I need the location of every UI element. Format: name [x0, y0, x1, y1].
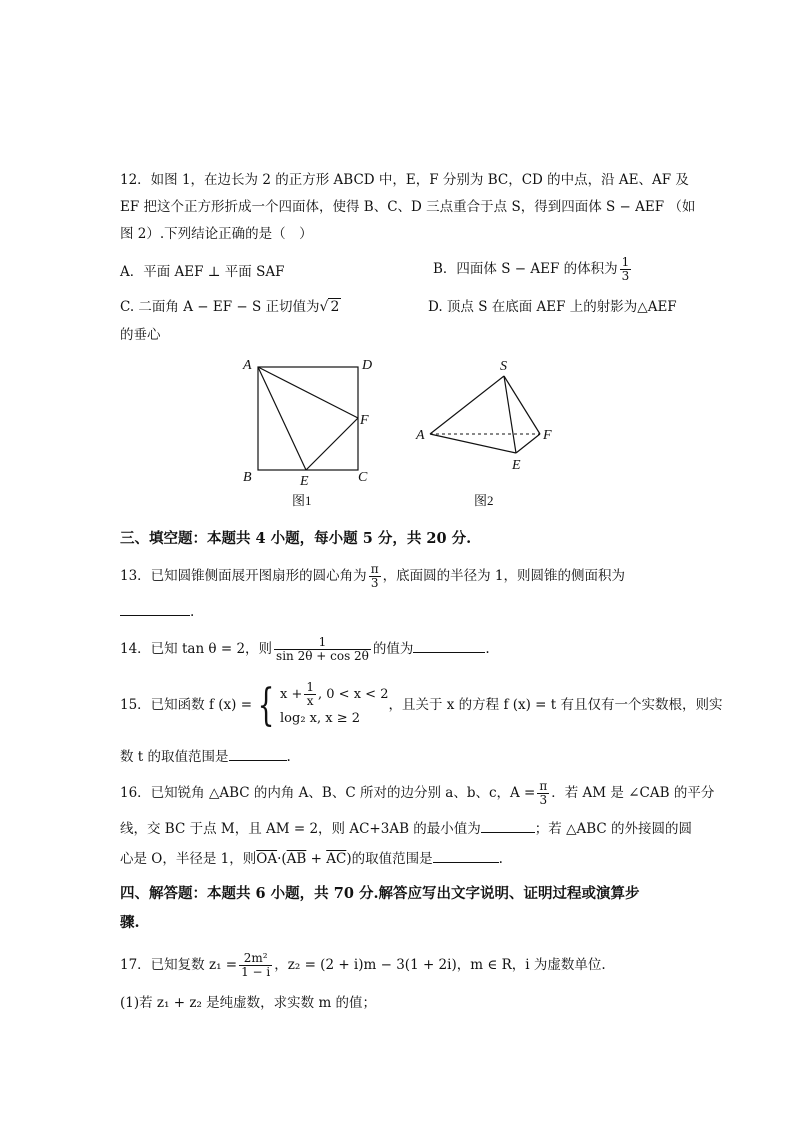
q13-line2: . [120, 601, 194, 622]
label-e2: E [512, 458, 521, 473]
label-e: E [300, 474, 309, 489]
q16-text-line2: 线，交 BC 于点 M，且 AM = 2，则 AC+3AB 的最小值为 [120, 821, 481, 837]
q17-part-1: (1)若 z₁ + z₂ 是纯虚数，求实数 m 的值； [120, 995, 377, 1011]
label-a2: A [416, 428, 425, 443]
label-c: C [358, 470, 368, 485]
q15-answer-blank[interactable] [229, 746, 287, 761]
q13-line1 [120, 563, 625, 590]
q12-option-b [433, 256, 633, 283]
q12-option-a: A．平面 AEF ⊥ 平面 SAF [120, 264, 285, 280]
q14-text: 14．已知 tan θ = 2，则 [120, 641, 273, 657]
edge-ae [430, 434, 516, 453]
q17-text: 17．已知复数 z₁ = [120, 957, 238, 973]
vector-ab: $\overline{AB}$ [286, 851, 307, 867]
q15-case-1: x + $\frac{1}{x}$ , 0 < x < 2 [280, 680, 389, 708]
edge-sf [504, 376, 540, 434]
q16-line3: 心是 O，半径是 1，则$\overline{OA}\cdot(\overline{AB} + \overline{AC})$的取值范围是 . [120, 848, 503, 869]
q17-line1 [120, 952, 606, 979]
q14-line: 14．已知 tan θ = 2，则 $\frac{1}{\sin 2\theta + \cos 2\theta}$ 的值为 . [120, 635, 490, 663]
square-abcd [258, 367, 358, 470]
q12-option-b-fraction: $\frac{1}{3}$ [621, 255, 630, 283]
q12-option-b-text: B．四面体 S − AEF 的体积为 [433, 261, 618, 277]
q15-text-post: ，且关于 x 的方程 f (x) = t 有且仅有一个实数根，则实 [388, 697, 723, 713]
q16-text-line3-post: 的取值范围是 [351, 851, 433, 867]
section-4-heading-line2: 骤. [120, 914, 140, 931]
label-d: D [362, 358, 373, 373]
q12-line1: 12．如图 1，在边长为 2 的正方形 ABCD 中，E，F 分别为 BC，CD 的中点，沿 AE、AF 及 [120, 172, 689, 188]
figure-2-tetrahedron [412, 352, 562, 512]
q15-text: 15．已知函数 f (x) = [120, 697, 253, 713]
q16-text: 16．已知锐角 △ABC 的内角 A、B、C 所对的边分别 a、b、c，A = [120, 785, 536, 801]
q15-line2: 数 t 的取值范围是 . [120, 746, 291, 767]
q16-answer-blank-2[interactable] [433, 848, 499, 863]
q17-fraction: $\frac{\text{2m²}}{1 - i}$ [241, 951, 271, 979]
q14-answer-blank[interactable] [413, 638, 485, 653]
q14-fraction: $\frac{1}{\sin 2\theta + \cos 2\theta}$ [276, 635, 369, 663]
q16-line2 [120, 818, 692, 839]
q17-text-post: ，z₂ = (2 + i)m − 3(1 + 2i)，m ∈ R，i 为虚数单位. [274, 957, 606, 973]
figure-1-square [240, 352, 380, 512]
figure-1-caption: 图1 [292, 493, 312, 508]
q15-line1 [120, 681, 723, 730]
q12-option-d-cont: 的垂心 [120, 327, 161, 343]
figure-2-caption: 图2 [474, 493, 494, 508]
q12-option-d: D. 顶点 S 在底面 AEF 上的射影为△AEF [428, 299, 677, 315]
label-s: S [500, 359, 507, 374]
q12-option-c-text: C. 二面角 A − EF − S 正切值为 [120, 299, 320, 315]
segment-ae [258, 367, 306, 470]
q13-answer-blank[interactable] [120, 601, 190, 616]
segment-af [258, 367, 358, 418]
left-brace: { [257, 679, 275, 731]
q14-text-post: 的值为 [372, 641, 414, 657]
edge-se [504, 376, 516, 453]
section-3-heading: 三、填空题：本题共 4 小题，每小题 5 分，共 20 分. [120, 530, 472, 547]
q15-case-2: log₂ x, x ≥ 2 [280, 711, 361, 726]
section-4-heading-line1: 四、解答题：本题共 6 小题，共 70 分.解答应写出文字说明、证明过程或演算步 [120, 885, 640, 902]
q13-text: 13．已知圆锥侧面展开图扇形的圆心角为 [120, 568, 367, 584]
q16-text-line3: 心是 O，半径是 1，则 [120, 851, 257, 867]
q16-fraction: $\frac{\pi}{3}$ [539, 779, 548, 807]
segment-ef [306, 418, 358, 470]
label-a: A [243, 358, 252, 373]
label-f: F [360, 413, 369, 428]
sqrt-symbol: √ 2 [319, 299, 340, 315]
edge-as [430, 376, 504, 434]
q15-piecewise [280, 681, 388, 730]
label-f2: F [543, 428, 552, 443]
vector-ac: $\overline{AC}$ [326, 851, 347, 867]
q12-line3: 图 2）.下列结论正确的是（ ） [120, 226, 313, 242]
label-b: B [243, 470, 252, 485]
q12-option-c [120, 297, 341, 317]
q16-line1 [120, 780, 714, 807]
vector-oa: $\overline{OA}$ [256, 851, 278, 867]
q16-answer-blank-1[interactable] [481, 818, 535, 833]
q16-text-line2-post: ；若 △ABC 的外接圆的圆 [534, 821, 692, 837]
q13-fraction: $\frac{\pi}{3}$ [370, 562, 379, 590]
q16-text-post: ．若 AM 是 ∠CAB 的平分 [551, 785, 715, 801]
q15-text-line2: 数 t 的取值范围是 [120, 749, 229, 765]
q13-text-post: ，底面圆的半径为 1，则圆锥的侧面积为 [382, 568, 625, 584]
q12-line2: EF 把这个正方形折成一个四面体，使得 B、C、D 三点重合于点 S，得到四面体 S − AEF （如 [120, 199, 696, 215]
edge-ef [516, 434, 540, 453]
